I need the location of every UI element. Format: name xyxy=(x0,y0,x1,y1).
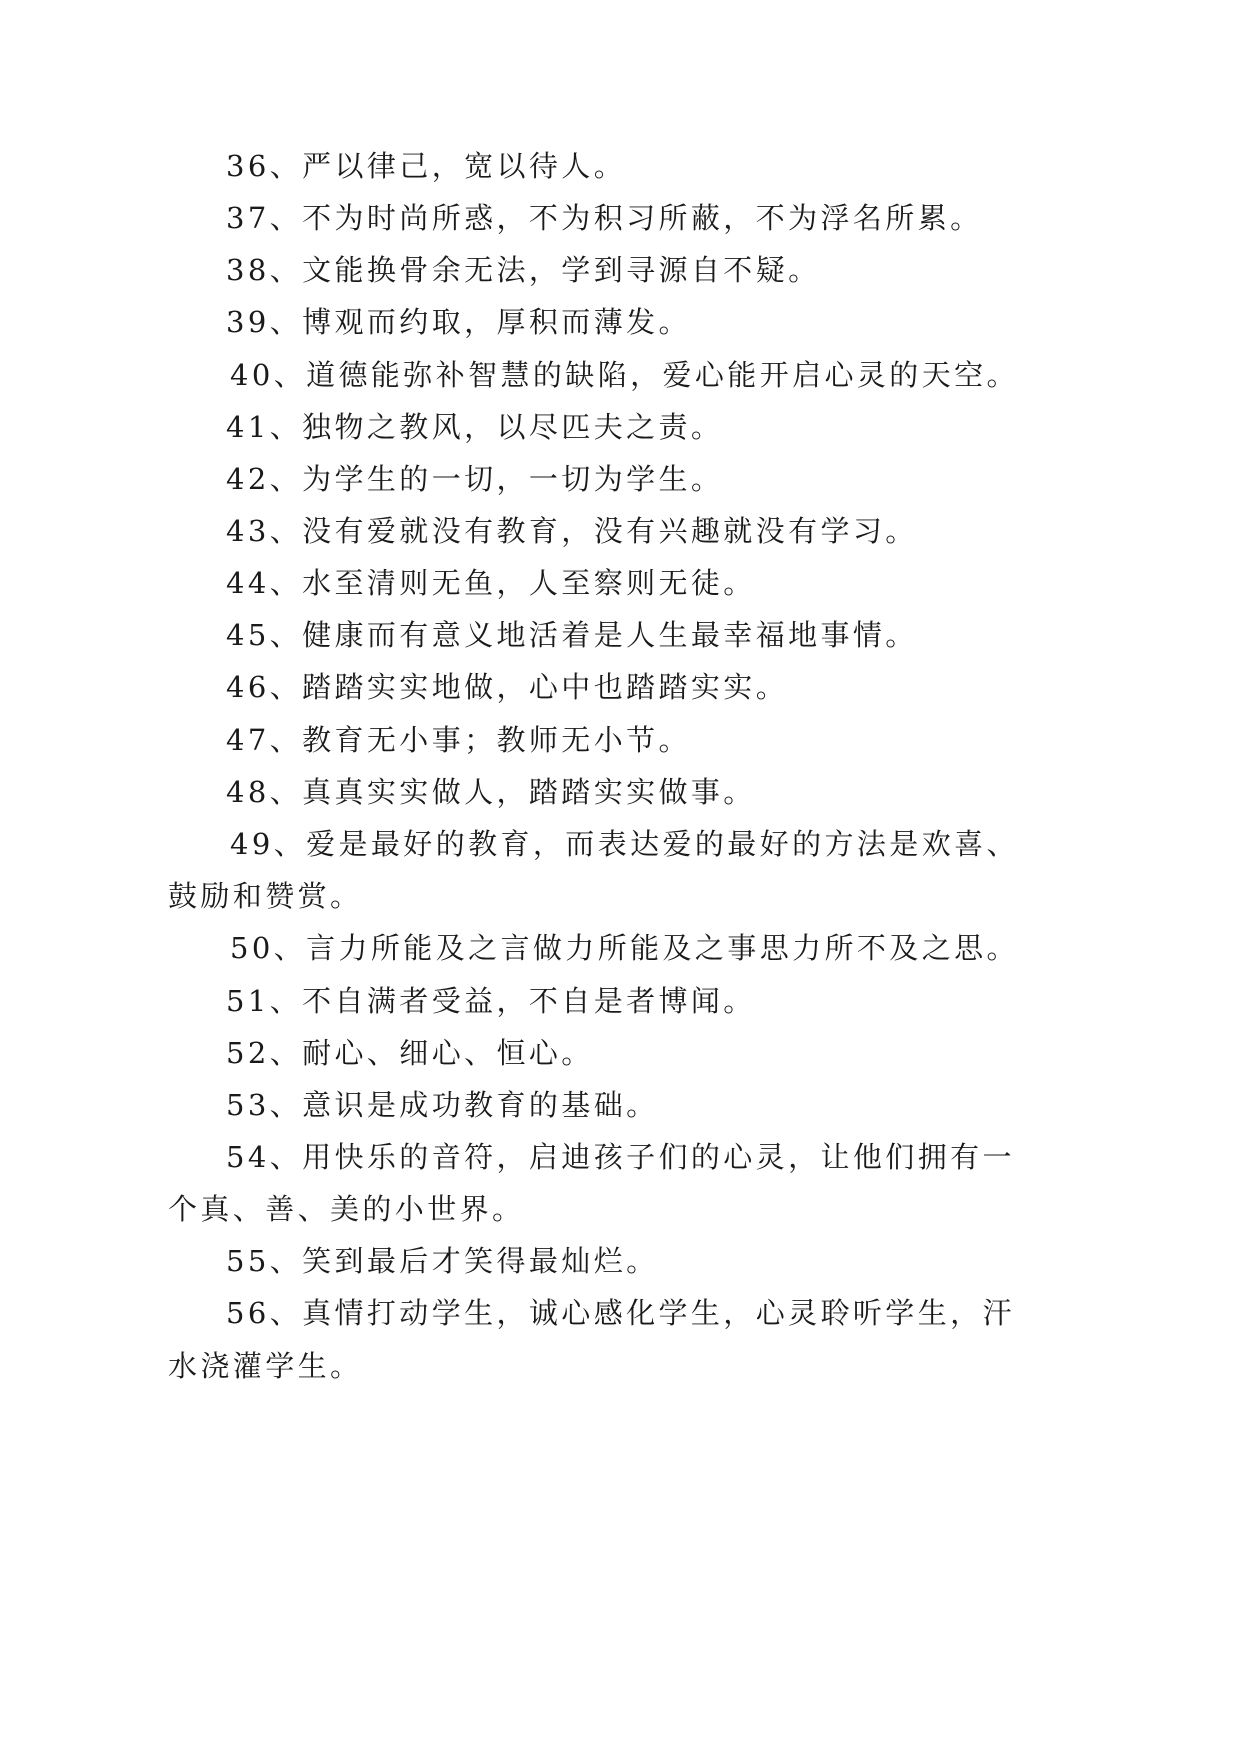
entry-54-continuation xyxy=(168,1180,524,1238)
entry-text-continuation: 水浇灌学生。 xyxy=(168,1349,363,1383)
entry-text: 、严以律己，宽以待人。 xyxy=(269,149,627,183)
entry-number: 50 xyxy=(230,931,274,965)
entry-number: 49 xyxy=(230,827,274,861)
entry-text: 、意识是成功教育的基础。 xyxy=(269,1088,659,1122)
entry-46 xyxy=(226,658,788,716)
entry-number: 46 xyxy=(226,670,270,704)
entry-text-continuation: 鼓励和赞赏。 xyxy=(168,879,363,913)
entry-text: 、为学生的一切，一切为学生。 xyxy=(269,462,724,496)
entry-text: 、耐心、细心、恒心。 xyxy=(269,1036,594,1070)
entry-54 xyxy=(226,1128,1015,1186)
entry-41 xyxy=(226,398,723,456)
entry-50 xyxy=(230,919,1019,977)
entry-number: 54 xyxy=(226,1140,270,1174)
entry-text: 、踏踏实实地做，心中也踏踏实实。 xyxy=(269,670,789,704)
entry-42 xyxy=(226,450,723,508)
entry-number: 38 xyxy=(226,253,270,287)
entry-number: 44 xyxy=(226,566,270,600)
entry-number: 39 xyxy=(226,305,270,339)
entry-43 xyxy=(226,502,918,560)
entry-48 xyxy=(226,763,756,821)
entry-51 xyxy=(226,972,756,1030)
entry-number: 40 xyxy=(230,358,274,392)
entry-49-continuation xyxy=(168,867,362,925)
entry-text: 、健康而有意义地活着是人生最幸福地事情。 xyxy=(269,618,918,652)
entry-number: 43 xyxy=(226,514,270,548)
entry-number: 56 xyxy=(226,1296,270,1330)
entry-text: 、不自满者受益，不自是者博闻。 xyxy=(269,984,756,1018)
entry-text: 、不为时尚所惑，不为积习所蔽，不为浮名所累。 xyxy=(269,201,983,235)
entry-number: 53 xyxy=(226,1088,270,1122)
entry-number: 42 xyxy=(226,462,270,496)
entry-text: 、爱是最好的教育，而表达爱的最好的方法是欢喜、 xyxy=(273,827,1019,861)
entry-44 xyxy=(226,554,756,612)
entry-45 xyxy=(226,606,918,664)
entry-text: 、用快乐的音符，启迪孩子们的心灵，让他们拥有一 xyxy=(269,1140,1015,1174)
entry-56-continuation xyxy=(168,1337,362,1395)
entry-40 xyxy=(230,346,1019,404)
entry-number: 52 xyxy=(226,1036,270,1070)
entry-36 xyxy=(226,137,626,195)
entry-52 xyxy=(226,1024,594,1082)
entry-text: 、没有爱就没有教育，没有兴趣就没有学习。 xyxy=(269,514,918,548)
entry-number: 37 xyxy=(226,201,270,235)
entry-text: 、文能换骨余无法，学到寻源自不疑。 xyxy=(269,253,821,287)
entry-text: 、教育无小事；教师无小节。 xyxy=(269,723,691,757)
entry-49 xyxy=(230,815,1019,873)
entry-53 xyxy=(226,1076,659,1134)
entry-38 xyxy=(226,241,821,299)
entry-37 xyxy=(226,189,983,247)
entry-number: 41 xyxy=(226,410,270,444)
entry-number: 51 xyxy=(226,984,270,1018)
entry-text: 、言力所能及之言做力所能及之事思力所不及之思。 xyxy=(273,931,1019,965)
entry-text: 、水至清则无鱼，人至察则无徒。 xyxy=(269,566,756,600)
entry-text: 、真情打动学生，诚心感化学生，心灵聆听学生，汗 xyxy=(269,1296,1015,1330)
entry-number: 45 xyxy=(226,618,270,652)
entry-text-continuation: 个真、善、美的小世界。 xyxy=(168,1192,525,1226)
entry-39 xyxy=(226,293,691,351)
entry-text: 、笑到最后才笑得最灿烂。 xyxy=(269,1244,659,1278)
entry-number: 47 xyxy=(226,723,270,757)
entry-number: 48 xyxy=(226,775,270,809)
entry-text: 、真真实实做人，踏踏实实做事。 xyxy=(269,775,756,809)
entry-text: 、道德能弥补智慧的缺陷，爱心能开启心灵的天空。 xyxy=(273,358,1019,392)
entry-number: 55 xyxy=(226,1244,270,1278)
entry-47 xyxy=(226,711,691,769)
entry-56 xyxy=(226,1284,1015,1342)
entry-text: 、独物之教风，以尽匹夫之责。 xyxy=(269,410,724,444)
entry-number: 36 xyxy=(226,149,270,183)
entry-text: 、博观而约取，厚积而薄发。 xyxy=(269,305,691,339)
entry-55 xyxy=(226,1232,659,1290)
